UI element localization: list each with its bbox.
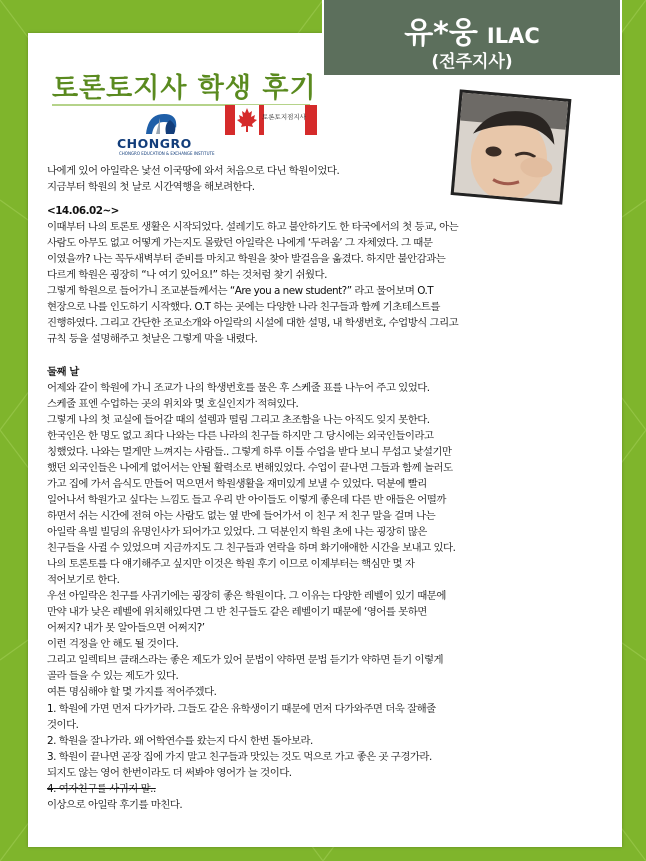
body-line: 아일락 욕빌 빌딩의 유명인사가 되어가고 있었다. 그 덕분인지 학원 초에 나는 굉장히 많은 — [47, 525, 427, 538]
body-line: 4. 여자친구를 사귀지 말.. — [47, 782, 156, 795]
body-line: 사람도 아무도 없고 어떻게 가는지도 몰랐던 아일락은 나에게 ‘두려움’ 그 자체였다. 그 때문 — [47, 237, 433, 250]
body-line: 3. 학원이 끝나면 곧장 집에 가지 말고 친구들과 맛있는 것도 먹으로 가고 좋은 곳 구경가라. — [47, 750, 432, 763]
paragraph-gap — [47, 195, 607, 203]
section-heading: <14.06.02~> — [47, 205, 119, 218]
body-line: 이상으로 아일락 후기를 마친다. — [47, 798, 183, 811]
body-line: 이였을까? 나는 꼭두새벽부터 준비를 마치고 학원을 찾아 발걸음을 옮겼다. 하지만 불안감과는 — [47, 253, 446, 266]
body-line: 그리고 일렉티브 클래스라는 좋은 제도가 있어 문법이 약하면 문법 듣기가 약하면 듣기 이렇게 — [47, 654, 444, 667]
author-name — [324, 8, 620, 52]
paragraph-gap — [47, 348, 607, 356]
body-line: 가고 집에 가서 음식도 만들어 먹으면서 학원생활을 재미있게 보낼 수 있었다. 덕분에 빨리 — [47, 477, 427, 490]
section-heading: 둘째 날 — [47, 365, 79, 378]
body-line: 1. 학원에 가면 먼저 다가가라. 그들도 같은 유학생이기 때문에 먼저 다가와주면 더욱 잘해줄 — [47, 702, 436, 715]
body-line: 만약 내가 낮은 레벨에 위치해있다면 그 반 친구들도 같은 레벨이기 때문에 ‘영어를 못하면 — [47, 606, 427, 619]
branch-name: (전주지사) — [431, 52, 513, 72]
body-line: 그렇게 나의 첫 교실에 들어갈 때의 설렘과 떨림 그리고 초조함을 나는 아직도 잊지 못한다. — [47, 413, 430, 426]
body-line: 그렇게 학원으로 들어가니 조교분들께서는 “Are you a new student?” 라고 물어보며 O.T — [47, 285, 434, 298]
author-badge — [322, 0, 622, 77]
paragraph-gap — [47, 356, 607, 364]
body-line: 스케줄 표엔 수업하는 곳의 위치와 몇 호실인지가 적혀있다. — [47, 397, 299, 410]
review-body — [47, 163, 607, 813]
chongro-logo-subtext: CHONGRO EDUCATION & EXCHANGE INSTITUTE — [119, 151, 215, 156]
school-name: ILAC — [486, 24, 540, 48]
body-line: 현장으로 나를 인도하기 시작했다. O.T 하는 곳에는 다양한 나라 친구들과 함께 기초테스트를 — [47, 301, 440, 314]
body-line: 되지도 않는 영어 한번이라도 더 써봐야 영어가 늘 것이다. — [47, 766, 292, 779]
author-korean-name: 유*웅 — [404, 16, 478, 51]
chongro-logo-text: CHONGRO — [117, 136, 192, 151]
body-line: 진행하였다. 그리고 간단한 조교소개와 아일락의 시설에 대한 설명, 내 학생번호, 수업방식 그리고 — [47, 317, 459, 330]
body-line: 것이다. — [47, 718, 79, 731]
body-line: 어쩌지? 내가 못 알아들으면 어쩌지?’ — [47, 622, 205, 635]
body-line: 적어보기로 한다. — [47, 574, 120, 587]
body-line: 여튼 명심해야 할 몇 가지를 적어주겠다. — [47, 686, 217, 699]
body-line: 나의 토론토를 다 얘기해주고 싶지만 이것은 학원 후기 이므로 이제부터는 핵심만 몇 자 — [47, 558, 415, 571]
body-line: 2. 학원을 잘나가라. 왜 어학연수를 왔는지 다시 한번 돌아보라. — [47, 734, 313, 747]
body-line: 일어나서 학원가고 싶다는 느낌도 들고 우리 반 아이들도 이렇게 좋은데 다른 반 애들은 어떨까 — [47, 493, 446, 506]
body-line: 이런 걱정을 안 해도 될 것이다. — [47, 638, 179, 651]
body-line: 한국인은 한 명도 없고 죄다 나와는 다른 나라의 친구들 하지만 그 당시에는 외국인들이라고 — [47, 429, 434, 442]
body-line: 친구들을 사귈 수 있었으며 지금까지도 그 친구들과 연락을 하며 화기애애한 시간을 보내고 있다. — [47, 542, 456, 555]
body-line: 우선 아일락은 친구를 사귀기에는 굉장히 좋은 학원이다. 그 이유는 다양한 레벨이 있기 때문에 — [47, 590, 446, 603]
body-line: 골라 들을 수 있는 제도가 있다. — [47, 670, 179, 683]
body-line: 규칙 등을 설명해주고 첫날은 그렇게 막을 내렸다. — [47, 333, 258, 346]
body-line: 다르게 학원은 굉장히 “나 여기 있어요!” 하는 것처럼 찾기 쉬웠다. — [47, 269, 327, 282]
body-line: 하면서 쉬는 시간에 전혀 아는 사람도 없는 옆 반에 들어가서 이 친구 저 친구 말을 걸며 나는 — [47, 509, 436, 522]
body-line: 지금부터 학원의 첫 날로 시간역행을 해보려한다. — [47, 181, 255, 194]
body-line: 했던 외국인들은 나에게 없어서는 안될 활력소로 변해있었다. 수업이 끝나면 그들과 함께 놀러도 — [47, 461, 453, 474]
page-title: 토론토지사 학생 후기 — [52, 73, 317, 104]
body-line: 칭했었다. 나와는 멀게만 느껴지는 사람들.. 그렇게 하루 이틀 수업을 받다 보니 무섭고 낯설기만 — [47, 445, 452, 458]
body-line: 어제와 같이 학원에 가니 조교가 나의 학생번호를 물은 후 스케줄 표를 나누어 주고 있었다. — [47, 381, 430, 394]
body-line: 이때부터 나의 토론토 생활은 시작되었다. 설레기도 하고 불안하기도 한 타국에서의 첫 등교, 아는 — [47, 221, 459, 234]
toronto-branch-label: 토론토지점지사 — [262, 113, 306, 121]
body-line: 나에게 있어 아일락은 낯선 이국땅에 와서 처음으로 다닌 학원이었다. — [47, 165, 340, 177]
